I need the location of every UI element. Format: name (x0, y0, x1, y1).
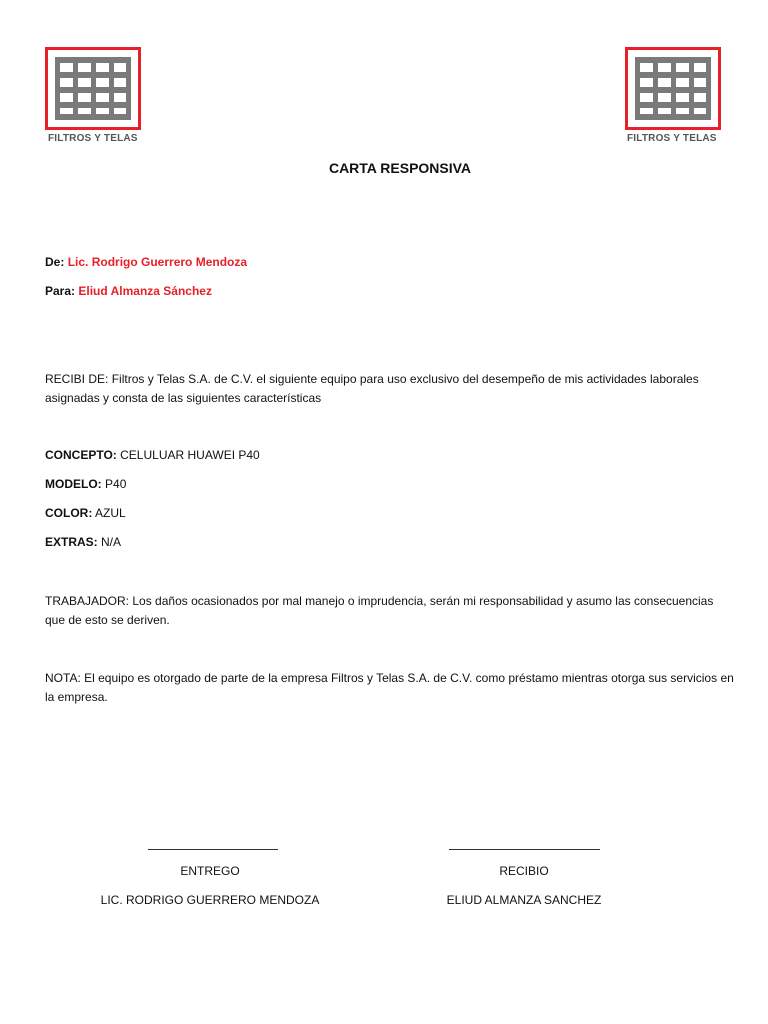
item-color (45, 506, 126, 520)
signature-line-right (449, 849, 600, 850)
worker-label: TRABAJADOR: (45, 594, 130, 608)
to-label: Para: (45, 284, 76, 298)
item-model (45, 477, 126, 491)
received-paragraph (45, 370, 735, 408)
from-line (45, 255, 247, 269)
signature-role-right: RECIBIO (499, 864, 549, 878)
document-title: CARTA RESPONSIVA (328, 160, 472, 176)
filtros-y-telas-logo-icon (625, 47, 721, 130)
received-label: RECIBI DE: (45, 372, 109, 386)
from-label: De: (45, 255, 65, 269)
note-text: El equipo es otorgado de parte de la empresa Filtros y Telas S.A. de C.V. como préstamo mientras otorga sus servicios en la empresa. (45, 671, 734, 704)
filtros-y-telas-logo-icon (45, 47, 141, 130)
item-extras (45, 535, 121, 549)
item-label: CONCEPTO: (45, 448, 117, 462)
signature-role-left: ENTREGO (180, 864, 240, 878)
company-logo-right (625, 47, 721, 144)
company-logo-left (45, 47, 141, 144)
worker-paragraph (45, 592, 735, 630)
to-line (45, 284, 212, 298)
logo-caption: FILTROS Y TELAS (48, 133, 138, 144)
signature-name-right: ELIUD ALMANZA SANCHEZ (446, 893, 602, 907)
signature-line-left (148, 849, 278, 850)
to-name: Eliud Almanza Sánchez (78, 284, 212, 298)
from-name: Lic. Rodrigo Guerrero Mendoza (67, 255, 248, 269)
item-value: AZUL (95, 506, 126, 520)
logo-caption: FILTROS Y TELAS (627, 133, 717, 144)
note-paragraph (45, 669, 735, 707)
item-label: EXTRAS: (45, 535, 98, 549)
item-label: MODELO: (45, 477, 102, 491)
item-value: P40 (105, 477, 127, 491)
item-value: N/A (101, 535, 122, 549)
received-text: Filtros y Telas S.A. de C.V. el siguiente equipo para uso exclusivo del desempeño de mis actividades laborales asignadas y consta de las siguientes características (45, 372, 699, 405)
signature-name-left: LIC. RODRIGO GUERRERO MENDOZA (100, 893, 320, 907)
note-label: NOTA: (45, 671, 81, 685)
worker-text: Los daños ocasionados por mal manejo o imprudencia, serán mi responsabilidad y asumo las consecuencias que de esto se deriven. (45, 594, 714, 627)
item-label: COLOR: (45, 506, 93, 520)
item-value: CELULUAR HUAWEI P40 (120, 448, 260, 462)
item-concept (45, 448, 260, 462)
